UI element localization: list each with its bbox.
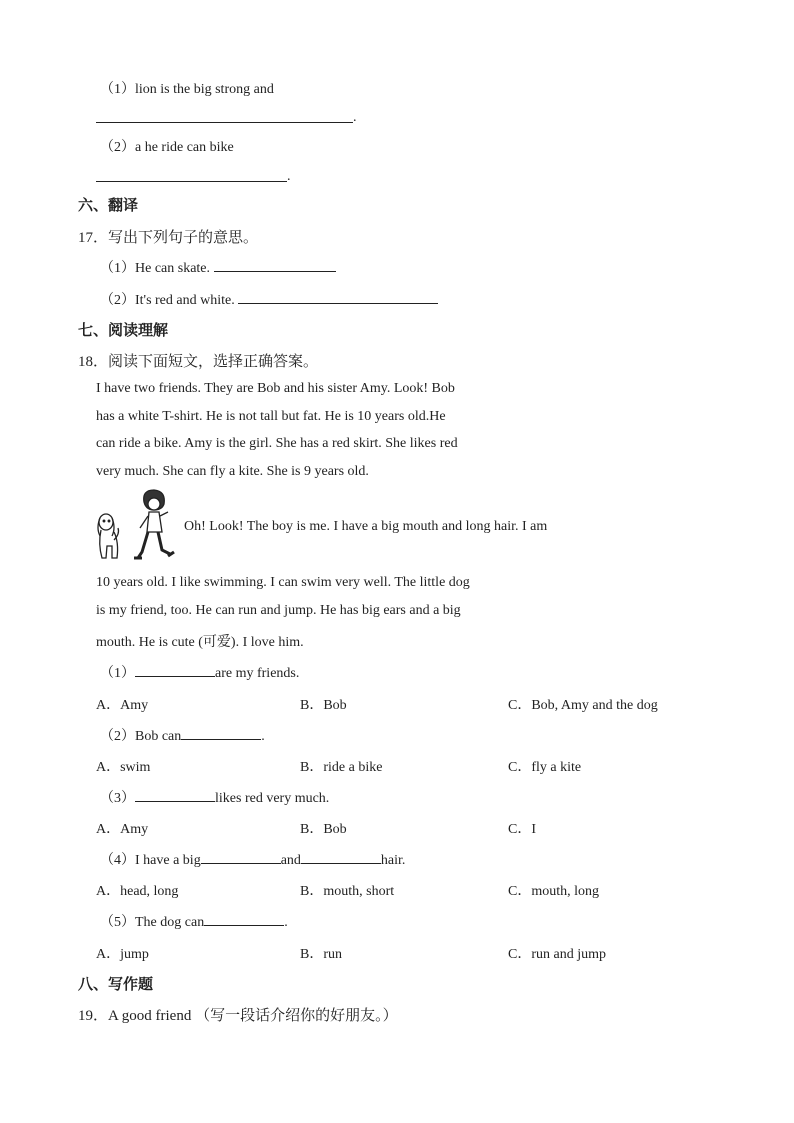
- q3-option-b[interactable]: B．Bob: [300, 822, 347, 837]
- q4-option-b[interactable]: B．mouth, short: [300, 884, 395, 899]
- passage-line: has a white T-shirt. He is not tall but fat. He is 10 years old.He: [96, 409, 446, 424]
- sub-question-3: （3） likes red very much.: [100, 791, 330, 806]
- sub-question-4-blank-2[interactable]: [301, 851, 381, 864]
- passage-line: is my friend, too. He can run and jump. He has big ears and a big: [96, 603, 461, 618]
- passage-line: Oh! Look! The boy is me. I have a big mouth and long hair. I am: [184, 519, 548, 534]
- dog-and-boy-illustration: [92, 488, 184, 566]
- q3-option-a[interactable]: A．Amy: [96, 822, 149, 837]
- section-heading-translate: 六、翻译: [78, 196, 139, 214]
- q1-option-c[interactable]: C．Bob, Amy and the dog: [508, 698, 658, 713]
- sub-question-1: （1） are my friends.: [100, 666, 300, 681]
- sub-question-2: （2）Bob can .: [100, 729, 265, 744]
- q1-option-a[interactable]: A．Amy: [96, 698, 149, 713]
- sec5-q2-answer-line[interactable]: [96, 181, 287, 182]
- sub-question-4-blank-1[interactable]: [201, 851, 281, 864]
- q17-sentence-2: （2）It's red and white.: [100, 289, 438, 309]
- q5-option-c[interactable]: C．run and jump: [508, 947, 606, 962]
- question-17: 17．写出下列句子的意思。: [78, 230, 259, 246]
- q2-option-b[interactable]: B．ride a bike: [300, 760, 383, 775]
- q2-option-a[interactable]: A．swim: [96, 760, 151, 775]
- sub-question-1-blank[interactable]: [135, 664, 215, 677]
- section-heading-writing: 八、写作题: [78, 975, 154, 993]
- q2-option-c[interactable]: C．fly a kite: [508, 760, 582, 775]
- passage-line: very much. She can fly a kite. She is 9 years old.: [96, 464, 369, 479]
- sec5-q1-answer-line[interactable]: [96, 122, 353, 123]
- q4-option-c[interactable]: C．mouth, long: [508, 884, 600, 899]
- sec5-q1: （1）lion is the big strong and: [100, 82, 274, 97]
- q17-sentence-1: （1）He can skate.: [100, 257, 336, 277]
- passage-line: mouth. He is cute (可爱). I love him.: [96, 635, 304, 650]
- dog-icon: [98, 514, 119, 558]
- passage-line: 10 years old. I like swimming. I can swim very well. The little dog: [96, 575, 470, 590]
- sub-question-4: （4）I have a big and hair.: [100, 853, 406, 868]
- sub-question-3-blank[interactable]: [135, 789, 215, 802]
- q3-option-c[interactable]: C．I: [508, 822, 536, 837]
- sub-question-5-blank[interactable]: [204, 913, 284, 926]
- sub-question-5: （5）The dog can .: [100, 915, 288, 930]
- sub-question-2-blank[interactable]: [181, 727, 261, 740]
- sec5-q1-period: .: [353, 110, 357, 125]
- question-19: 19．A good friend （写一段话介绍你的好朋友。）: [78, 1008, 398, 1024]
- passage-line: can ride a bike. Amy is the girl. She has a red skirt. She likes red: [96, 436, 458, 451]
- question-18: 18．阅读下面短文，选择正确答案。: [78, 354, 319, 370]
- sec5-q2-period: .: [287, 169, 291, 184]
- q5-option-a[interactable]: A．jump: [96, 947, 149, 962]
- q1-option-b[interactable]: B．Bob: [300, 698, 347, 713]
- boy-icon: [134, 490, 174, 558]
- section-heading-reading: 七、阅读理解: [78, 321, 169, 339]
- sec5-q2: （2）a he ride can bike: [100, 140, 234, 155]
- q17-answer-2[interactable]: [238, 291, 438, 304]
- q5-option-b[interactable]: B．run: [300, 947, 342, 962]
- passage-line: I have two friends. They are Bob and his sister Amy. Look! Bob: [96, 381, 455, 396]
- q4-option-a[interactable]: A．head, long: [96, 884, 179, 899]
- q17-answer-1[interactable]: [214, 259, 336, 272]
